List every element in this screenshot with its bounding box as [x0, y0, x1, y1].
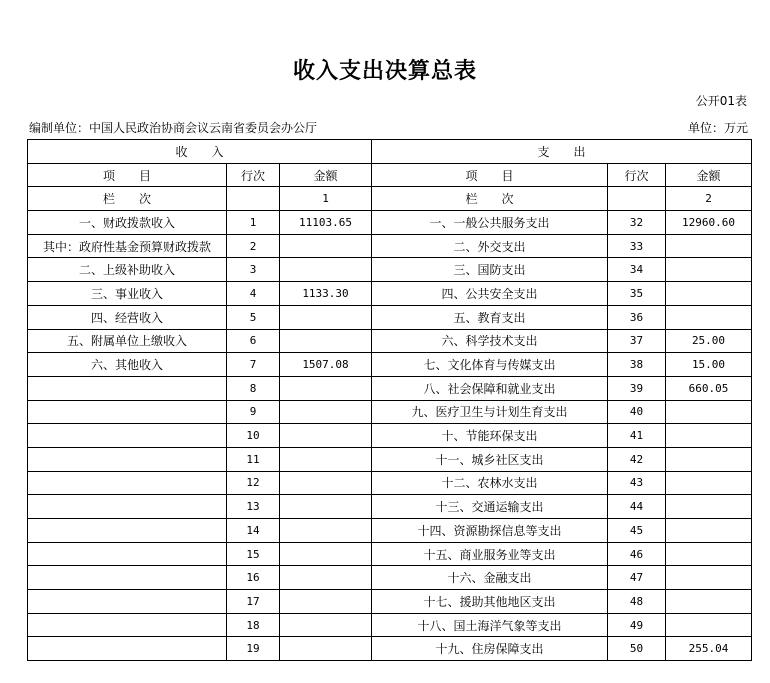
table-row — [28, 305, 752, 329]
section-header-row — [28, 140, 752, 164]
expense-amount-cell: 660.05 — [666, 376, 752, 400]
expense-rowno-cell: 47 — [608, 566, 666, 590]
income-lanci-col: 1 — [280, 187, 372, 211]
income-rowno-cell: 11 — [227, 447, 280, 471]
expense-amount-cell — [666, 305, 752, 329]
income-rowno-cell: 13 — [227, 495, 280, 519]
table-row — [28, 329, 752, 353]
income-item-cell — [28, 637, 227, 661]
expense-item-cell: 六、科学技术支出 — [372, 329, 608, 353]
expense-rowno-cell: 40 — [608, 400, 666, 424]
expense-rowno-cell: 37 — [608, 329, 666, 353]
income-amount-cell — [280, 566, 372, 590]
expense-item-cell: 十四、资源勘探信息等支出 — [372, 519, 608, 543]
income-amount-cell: 1507.08 — [280, 353, 372, 377]
income-amount-cell: 1133.30 — [280, 282, 372, 306]
income-item-cell: 一、财政拨款收入 — [28, 211, 227, 235]
income-amount-cell — [280, 305, 372, 329]
report-title: 收入支出决算总表 — [292, 59, 477, 84]
expense-item-cell: 九、医疗卫生与计划生育支出 — [372, 400, 608, 424]
column-header-row — [28, 163, 752, 187]
expense-rowno-cell: 49 — [608, 613, 666, 637]
income-amount-header: 金额 — [280, 163, 372, 187]
expense-rowno-cell: 38 — [608, 353, 666, 377]
expense-item-cell: 十、节能环保支出 — [372, 424, 608, 448]
income-lanci-label: 栏 次 — [28, 187, 227, 211]
income-rowno-cell: 12 — [227, 471, 280, 495]
income-amount-cell — [280, 519, 372, 543]
income-amount-cell — [280, 447, 372, 471]
income-amount-cell — [280, 613, 372, 637]
expense-rowno-cell: 43 — [608, 471, 666, 495]
income-expense-table — [27, 139, 752, 661]
income-item-cell — [28, 542, 227, 566]
income-item-cell: 六、其他收入 — [28, 353, 227, 377]
table-row — [28, 424, 752, 448]
income-item-cell: 四、经营收入 — [28, 305, 227, 329]
expense-amount-header: 金额 — [666, 163, 752, 187]
expense-item-cell: 五、教育支出 — [372, 305, 608, 329]
expense-item-cell: 十三、交通运输支出 — [372, 495, 608, 519]
income-item-cell — [28, 590, 227, 614]
expense-rowno-cell: 46 — [608, 542, 666, 566]
expense-amount-cell: 255.04 — [666, 637, 752, 661]
expense-section-header: 支 出 — [372, 140, 752, 164]
expense-amount-cell — [666, 590, 752, 614]
income-rowno-cell: 17 — [227, 590, 280, 614]
table-row — [28, 637, 752, 661]
expense-rowno-cell: 33 — [608, 234, 666, 258]
expense-item-cell: 十二、农林水支出 — [372, 471, 608, 495]
expense-rowno-cell: 35 — [608, 282, 666, 306]
expense-item-cell: 十八、国土海洋气象等支出 — [372, 613, 608, 637]
expense-amount-cell — [666, 495, 752, 519]
expense-item-cell: 十五、商业服务业等支出 — [372, 542, 608, 566]
table-row — [28, 590, 752, 614]
expense-item-cell: 四、公共安全支出 — [372, 282, 608, 306]
income-item-header: 项 目 — [28, 163, 227, 187]
income-item-cell — [28, 613, 227, 637]
income-amount-cell — [280, 329, 372, 353]
income-amount-cell — [280, 376, 372, 400]
expense-rowno-cell: 50 — [608, 637, 666, 661]
expense-lanci-label: 栏 次 — [372, 187, 608, 211]
expense-amount-cell — [666, 400, 752, 424]
table-row — [28, 234, 752, 258]
income-item-cell: 三、事业收入 — [28, 282, 227, 306]
income-item-cell — [28, 376, 227, 400]
expense-rowno-cell: 32 — [608, 211, 666, 235]
income-rowno-cell: 6 — [227, 329, 280, 353]
income-amount-cell — [280, 424, 372, 448]
income-section-header: 收 入 — [28, 140, 372, 164]
income-item-cell — [28, 447, 227, 471]
table-row — [28, 542, 752, 566]
expense-amount-cell — [666, 234, 752, 258]
expense-amount-cell: 12960.60 — [666, 211, 752, 235]
expense-amount-cell: 25.00 — [666, 329, 752, 353]
table-row — [28, 471, 752, 495]
table-row — [28, 519, 752, 543]
expense-rowno-header: 行次 — [608, 163, 666, 187]
expense-lanci-rowno — [608, 187, 666, 211]
expense-amount-cell — [666, 566, 752, 590]
expense-item-header: 项 目 — [372, 163, 608, 187]
income-rowno-cell: 1 — [227, 211, 280, 235]
currency-unit: 单位：万元 — [687, 121, 748, 135]
income-rowno-cell: 19 — [227, 637, 280, 661]
income-item-cell — [28, 400, 227, 424]
expense-lanci-col: 2 — [666, 187, 752, 211]
expense-item-cell: 二、外交支出 — [372, 234, 608, 258]
form-code: 公开01表 — [695, 94, 747, 108]
income-rowno-cell: 3 — [227, 258, 280, 282]
income-rowno-cell: 4 — [227, 282, 280, 306]
income-amount-cell: 11103.65 — [280, 211, 372, 235]
income-lanci-rowno — [227, 187, 280, 211]
table-row — [28, 211, 752, 235]
expense-amount-cell — [666, 519, 752, 543]
expense-amount-cell: 15.00 — [666, 353, 752, 377]
income-rowno-cell: 15 — [227, 542, 280, 566]
expense-amount-cell — [666, 282, 752, 306]
expense-rowno-cell: 42 — [608, 447, 666, 471]
income-amount-cell — [280, 637, 372, 661]
income-amount-cell — [280, 258, 372, 282]
table-row — [28, 566, 752, 590]
income-rowno-cell: 10 — [227, 424, 280, 448]
table-row — [28, 353, 752, 377]
income-item-cell — [28, 566, 227, 590]
expense-amount-cell — [666, 424, 752, 448]
income-rowno-cell: 14 — [227, 519, 280, 543]
expense-item-cell: 八、社会保障和就业支出 — [372, 376, 608, 400]
income-item-cell: 其中：政府性基金预算财政拨款 — [28, 234, 227, 258]
lanci-row — [28, 187, 752, 211]
expense-amount-cell — [666, 258, 752, 282]
expense-rowno-cell: 36 — [608, 305, 666, 329]
income-rowno-cell: 18 — [227, 613, 280, 637]
expense-amount-cell — [666, 471, 752, 495]
table-row — [28, 613, 752, 637]
income-amount-cell — [280, 471, 372, 495]
table-row — [28, 447, 752, 471]
expense-item-cell: 十一、城乡社区支出 — [372, 447, 608, 471]
income-item-cell: 二、上级补助收入 — [28, 258, 227, 282]
expense-item-cell: 十六、金融支出 — [372, 566, 608, 590]
expense-amount-cell — [666, 447, 752, 471]
income-amount-cell — [280, 234, 372, 258]
income-rowno-cell: 2 — [227, 234, 280, 258]
table-row — [28, 495, 752, 519]
income-amount-cell — [280, 400, 372, 424]
expense-item-cell: 一、一般公共服务支出 — [372, 211, 608, 235]
income-rowno-cell: 5 — [227, 305, 280, 329]
income-item-cell — [28, 471, 227, 495]
expense-rowno-cell: 45 — [608, 519, 666, 543]
expense-item-cell: 十九、住房保障支出 — [372, 637, 608, 661]
expense-amount-cell — [666, 542, 752, 566]
table-row — [28, 376, 752, 400]
income-amount-cell — [280, 495, 372, 519]
expense-item-cell: 三、国防支出 — [372, 258, 608, 282]
income-rowno-header: 行次 — [227, 163, 280, 187]
table-row — [28, 258, 752, 282]
expense-item-cell: 十七、援助其他地区支出 — [372, 590, 608, 614]
expense-rowno-cell: 48 — [608, 590, 666, 614]
income-amount-cell — [280, 542, 372, 566]
income-item-cell — [28, 519, 227, 543]
income-item-cell: 五、附属单位上缴收入 — [28, 329, 227, 353]
expense-rowno-cell: 41 — [608, 424, 666, 448]
expense-rowno-cell: 44 — [608, 495, 666, 519]
income-rowno-cell: 7 — [227, 353, 280, 377]
income-rowno-cell: 16 — [227, 566, 280, 590]
income-rowno-cell: 9 — [227, 400, 280, 424]
expense-rowno-cell: 34 — [608, 258, 666, 282]
expense-rowno-cell: 39 — [608, 376, 666, 400]
expense-amount-cell — [666, 613, 752, 637]
income-item-cell — [28, 424, 227, 448]
compiling-unit: 编制单位：中国人民政治协商会议云南省委员会办公厅 — [29, 121, 318, 135]
income-item-cell — [28, 495, 227, 519]
income-rowno-cell: 8 — [227, 376, 280, 400]
table-row — [28, 400, 752, 424]
expense-item-cell: 七、文化体育与传媒支出 — [372, 353, 608, 377]
income-amount-cell — [280, 590, 372, 614]
table-row — [28, 282, 752, 306]
